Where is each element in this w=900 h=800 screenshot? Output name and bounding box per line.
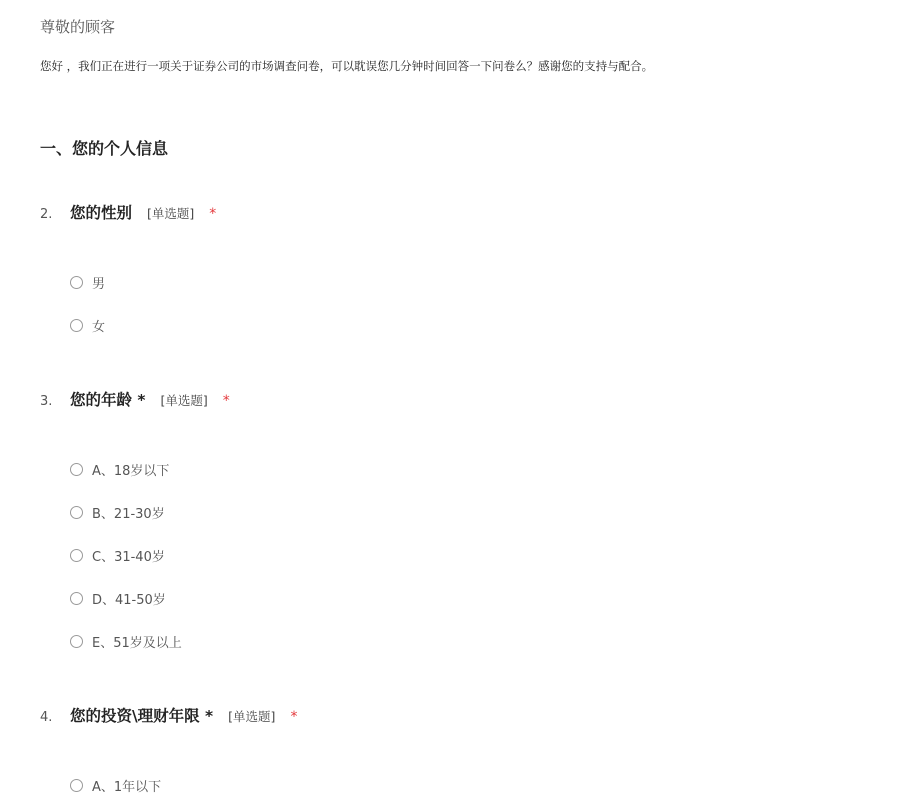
option-years-a[interactable] — [70, 775, 161, 795]
question-number: 2. — [40, 207, 53, 222]
option-label: 女 — [92, 319, 106, 335]
required-marker: * — [290, 709, 298, 725]
required-marker: * — [209, 206, 217, 222]
option-label: D、41-50岁 — [92, 592, 166, 608]
question-investment-years — [40, 704, 297, 728]
option-age-a[interactable] — [70, 459, 169, 479]
option-label: A、18岁以下 — [92, 463, 170, 479]
radio-button[interactable] — [70, 635, 83, 648]
radio-button[interactable] — [70, 506, 83, 519]
option-age-b[interactable] — [70, 502, 165, 522]
option-gender-female[interactable] — [70, 315, 105, 335]
question-type: [单选题] — [160, 393, 208, 408]
question-title: 您的年龄 * — [70, 391, 146, 409]
question-number: 4. — [40, 710, 53, 725]
question-title: 您的性别 — [70, 204, 133, 222]
greeting-title: 尊敬的顾客 — [40, 18, 116, 36]
section-title: 一、您的个人信息 — [40, 139, 169, 158]
required-marker: * — [222, 393, 230, 409]
option-label: E、51岁及以上 — [92, 635, 182, 651]
question-type: [单选题] — [147, 206, 195, 221]
radio-button[interactable] — [70, 779, 83, 792]
radio-button[interactable] — [70, 276, 83, 289]
radio-button[interactable] — [70, 592, 83, 605]
option-label: B、21-30岁 — [92, 506, 165, 522]
option-age-e[interactable] — [70, 631, 182, 651]
option-label: A、1年以下 — [92, 779, 162, 795]
option-age-d[interactable] — [70, 588, 166, 608]
option-label: 男 — [92, 276, 106, 292]
radio-button[interactable] — [70, 549, 83, 562]
radio-button[interactable] — [70, 463, 83, 476]
question-title: 您的投资\理财年限 * — [70, 707, 214, 725]
question-age — [40, 388, 230, 412]
survey-intro: 您好 ，我们正在进行一项关于证券公司的市场调查问卷，可以耽误您几分钟时间回答一下问卷么？感谢您的支持与配合。 — [40, 59, 654, 73]
question-type: [单选题] — [228, 709, 276, 724]
option-age-c[interactable] — [70, 545, 165, 565]
option-label: C、31-40岁 — [92, 549, 165, 565]
radio-button[interactable] — [70, 319, 83, 332]
question-gender — [40, 201, 216, 225]
question-number: 3. — [40, 394, 53, 409]
option-gender-male[interactable] — [70, 272, 105, 292]
